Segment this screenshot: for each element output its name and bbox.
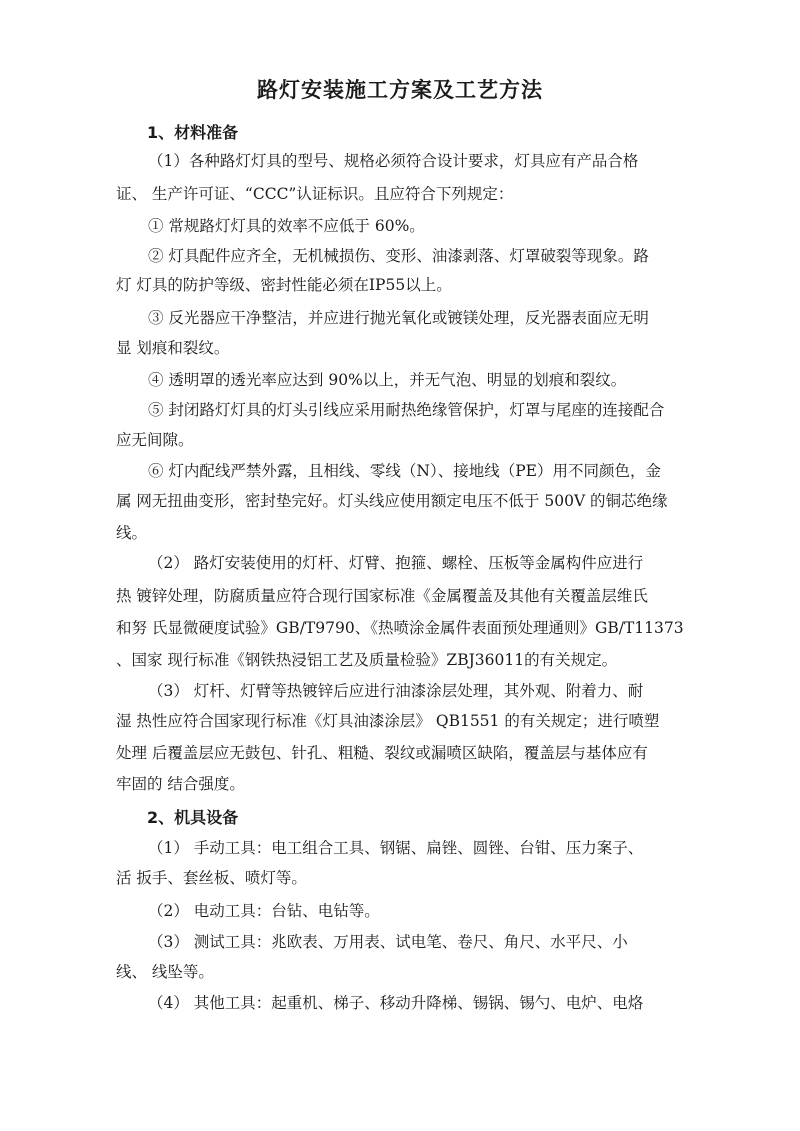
text-line: 处理 后覆盖层应无鼓包、针孔、粗糙、裂纹或漏喷区缺陷，覆盖层与基体应有	[116, 744, 648, 762]
text-line: ① 常规路灯灯具的效率不应低于 60%。	[148, 217, 425, 235]
text-line: （2） 路灯安装使用的灯杆、灯臂、抱箍、螺栓、压板等金属构件应进行	[148, 554, 644, 572]
text-line: 活 扳手、套丝板、喷灯等。	[116, 869, 307, 887]
text-line: 湿 热性应符合国家现行标准《灯具油漆涂层》 QB1551 的有关规定；进行喷塑	[116, 712, 660, 730]
text-line: 热 镀锌处理，防腐质量应符合现行国家标准《金属覆盖及其他有关覆盖层维氏	[116, 587, 648, 605]
text-line: 和努 氏显微硬度试验》GB/T9790、《热喷涂金属件表面预处理通则》GB/T11373	[116, 619, 684, 637]
text-line: 显 划痕和裂纹。	[116, 339, 230, 357]
text-line: （1）各种路灯灯具的型号、规格必须符合设计要求，灯具应有产品合格	[148, 152, 639, 170]
text-line: 应无间隙。	[116, 431, 194, 449]
text-line: （2） 电动工具：台钻、电钻等。	[148, 902, 380, 920]
text-line: 线、 线坠等。	[116, 963, 214, 981]
text-line: ⑤ 封闭路灯灯具的灯头引线应采用耐热绝缘管保护，灯罩与尾座的连接配合	[148, 401, 665, 419]
text-line: 牢固的 结合强度。	[116, 775, 245, 793]
document-title: 路灯安装施工方案及工艺方法	[257, 78, 543, 102]
text-line: （3） 测试工具：兆欧表、万用表、试电笔、卷尺、角尺、水平尺、小	[148, 933, 628, 951]
text-line: 线。	[116, 524, 148, 542]
text-line: ③ 反光器应干净整洁，并应进行抛光氧化或镀镁处理，反光器表面应无明	[148, 309, 649, 327]
text-line: 、国家 现行标准《钢铁热浸铝工艺及质量检验》ZBJ36011的有关规定。	[116, 651, 618, 669]
text-line: ④ 透明罩的透光率应达到 90%以上，并无气泡、明显的划痕和裂纹。	[148, 371, 627, 389]
text-line: （1） 手动工具：电工组合工具、钢锯、扁锉、圆锉、台钳、压力案子、	[148, 839, 644, 857]
text-line: 证、 生产许可证、“CCC”认证标识。且应符合下列规定：	[116, 185, 514, 203]
section-heading-equipment: 2、机具设备	[147, 808, 239, 827]
text-line: 属 网无扭曲变形，密封垫完好。灯头线应使用额定电压不低于 500V 的铜芯绝缘	[116, 492, 668, 510]
section-heading-materials: 1、材料准备	[147, 123, 239, 142]
text-line: （3） 灯杆、灯臂等热镀锌后应进行油漆涂层处理，其外观、附着力、耐	[148, 682, 644, 700]
text-line: ② 灯具配件应齐全，无机械损伤、变形、油漆剥落、灯罩破裂等现象。路	[148, 247, 649, 265]
text-line: 灯 灯具的防护等级、密封性能必须在IP55以上。	[116, 276, 452, 294]
text-line: ⑥ 灯内配线严禁外露，且相线、零线（N）、接地线（PE）用不同颜色，金	[148, 462, 661, 480]
text-line: （4） 其他工具：起重机、梯子、移动升降梯、锡锅、锡勺、电炉、电烙	[148, 994, 644, 1012]
